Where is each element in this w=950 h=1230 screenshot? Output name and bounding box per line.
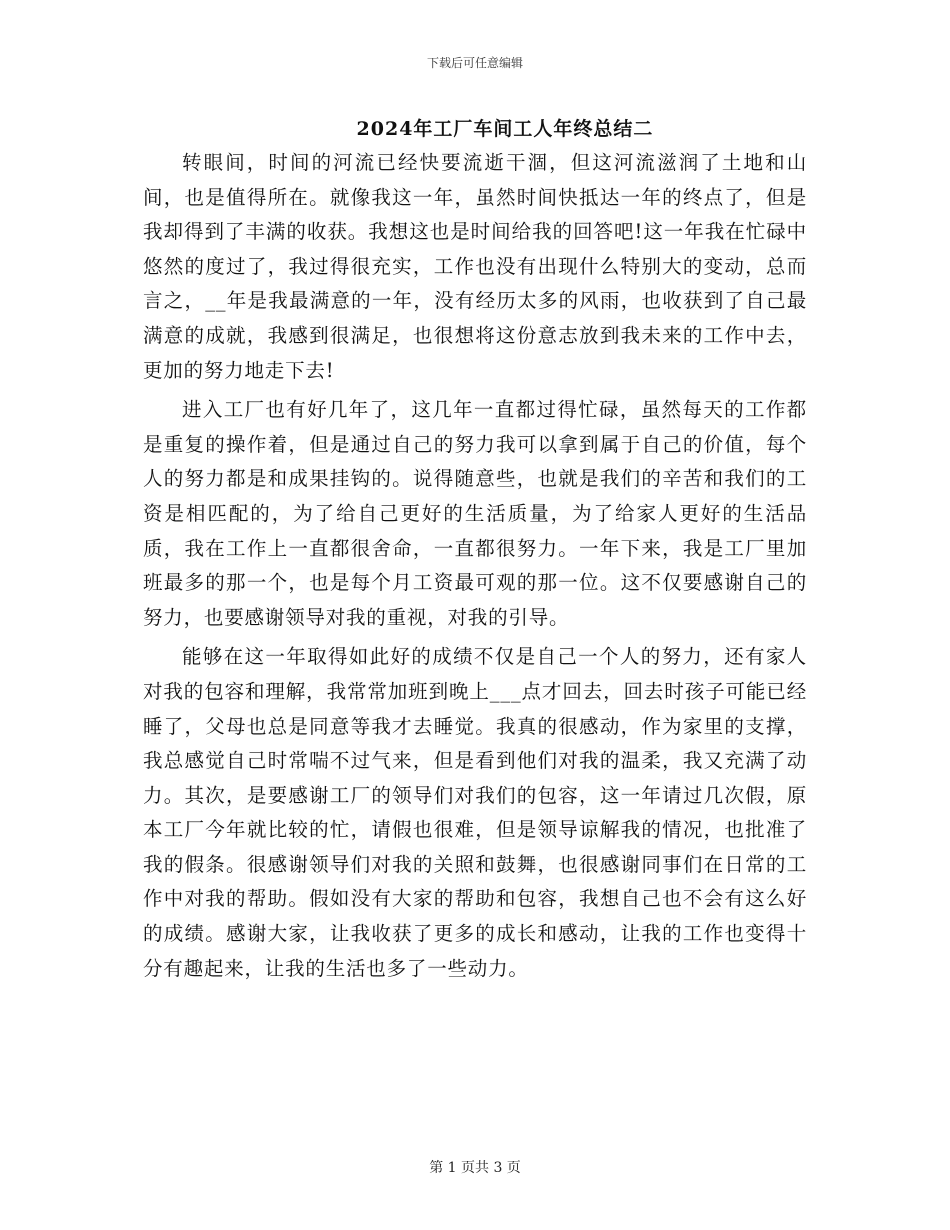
paragraph-3: 能够在这一年取得如此好的成绩不仅是自己一个人的努力，还有家人对我的包容和理解，我常常加班到晚上___点才回去，回去时孩子可能已经睡了，父母也总是同意等我才去睡觉。我真的很感动，作为家里的支撑，我总感觉自己时常喘不过气来，但是看到他们对我的温柔，我又充满了动力。其次，是要感谢工厂的领导们对我们的包容，这一年请过几次假，原本工厂今年就比较的忙，请假也很难，但是领导谅解我的情况，也批准了我的假条。很感谢领导们对我的关照和鼓舞，也很感谢同事们在日常的工作中对我的帮助。假如没有大家的帮助和包容，我想自己也不会有这么好的成绩。感谢大家，让我收获了更多的成长和感动，让我的工作也变得十分有趣起来，让我的生活也多了一些动力。 — [143, 645, 807, 980]
paragraph-2: 进入工厂也有好几年了，这几年一直都过得忙碌，虽然每天的工作都是重复的操作着，但是通过自己的努力我可以拿到属于自己的价值，每个人的努力都是和成果挂钩的。说得随意些，也就是我们的辛苦和我们的工资是相匹配的，为了给自己更好的生活质量，为了给家人更好的生活品质，我在工作上一直都很舍命，一直都很努力。一年下来，我是工厂里加班最多的那一个，也是每个月工资最可观的那一位。这不仅要感谢自己的努力，也要感谢领导对我的重视，对我的引导。 — [143, 398, 807, 629]
paragraph-1: 转眼间，时间的河流已经快要流逝干涸，但这河流滋润了土地和山间，也是值得所在。就像我这一年，虽然时间快抵达一年的终点了，但是我却得到了丰满的收获。我想这也是时间给我的回答吧!这一年我在忙碌中悠然的度过了，我过得很充实，工作也没有出现什么特别大的变动，总而言之，__年是我最满意的一年，没有经历太多的风雨，也收获到了自己最满意的成就，我感到很满足，也很想将这份意志放到我未来的工作中去，更加的努力地走下去! — [143, 151, 807, 382]
document-body — [143, 146, 807, 991]
page-number-footer: 第 1 页共 3 页 — [429, 1160, 521, 1176]
header-note: 下载后可任意编辑 — [426, 56, 523, 70]
document-title: 2024年工厂车间工人年终总结二 — [356, 118, 654, 140]
